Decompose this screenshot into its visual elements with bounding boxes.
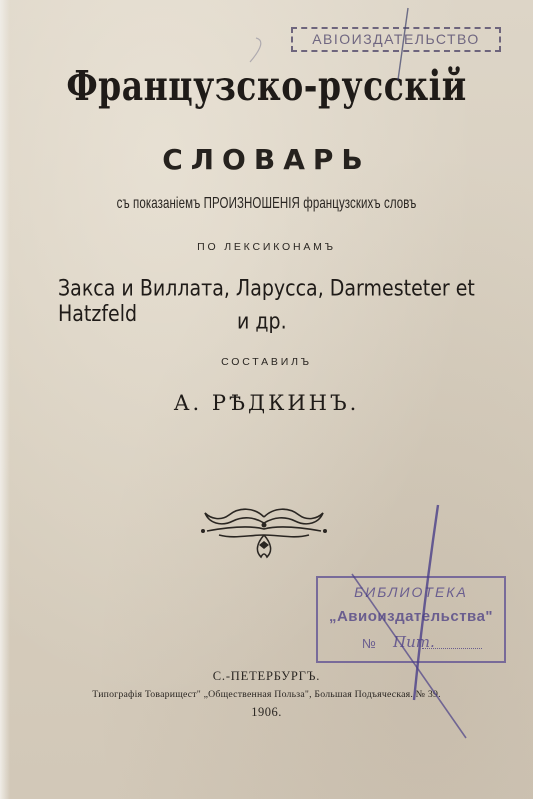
compiler-name: А. РѢДКИНЪ.	[173, 391, 360, 415]
book-subtitle: СЛОВАРЬ	[162, 143, 371, 176]
compiled-by-label: СОСТАВИЛЪ	[221, 356, 312, 368]
library-stamp-dotted-line	[422, 648, 482, 649]
imprint-printer: Типографія Товарищест" „Общественная Польза", Большая Подъяческая. № 39.	[92, 689, 441, 700]
library-stamp-title: БИБЛИОТЕКА	[354, 584, 468, 600]
imprint-city: С.-ПЕТЕРБУРГЪ.	[212, 669, 321, 683]
library-stamp-handwritten-number: Пит.	[393, 633, 435, 651]
source-authors-line-1: Закса и Виллата, Ларусса, Darmesteter et Hatzfeld	[58, 276, 475, 327]
publisher-stamp-top: АВІОИЗДАТЕЛЬСТВО	[291, 27, 501, 52]
source-authors-line-2: и др.	[237, 309, 287, 335]
lexicons-heading: ПО ЛЕКСИКОНАМЪ	[197, 241, 336, 253]
pronunciation-note: съ показаніемъ ПРОИЗНОШЕНІЯ французскихъ словъ	[116, 195, 417, 213]
library-stamp-number-label: №	[362, 636, 376, 651]
decorative-ornament-icon	[199, 505, 329, 563]
library-stamp-name: „Авиоиздательства"	[328, 608, 494, 625]
book-title: Французско-русскій	[66, 61, 467, 110]
library-stamp	[316, 576, 506, 663]
imprint-year: 1906.	[251, 705, 282, 719]
